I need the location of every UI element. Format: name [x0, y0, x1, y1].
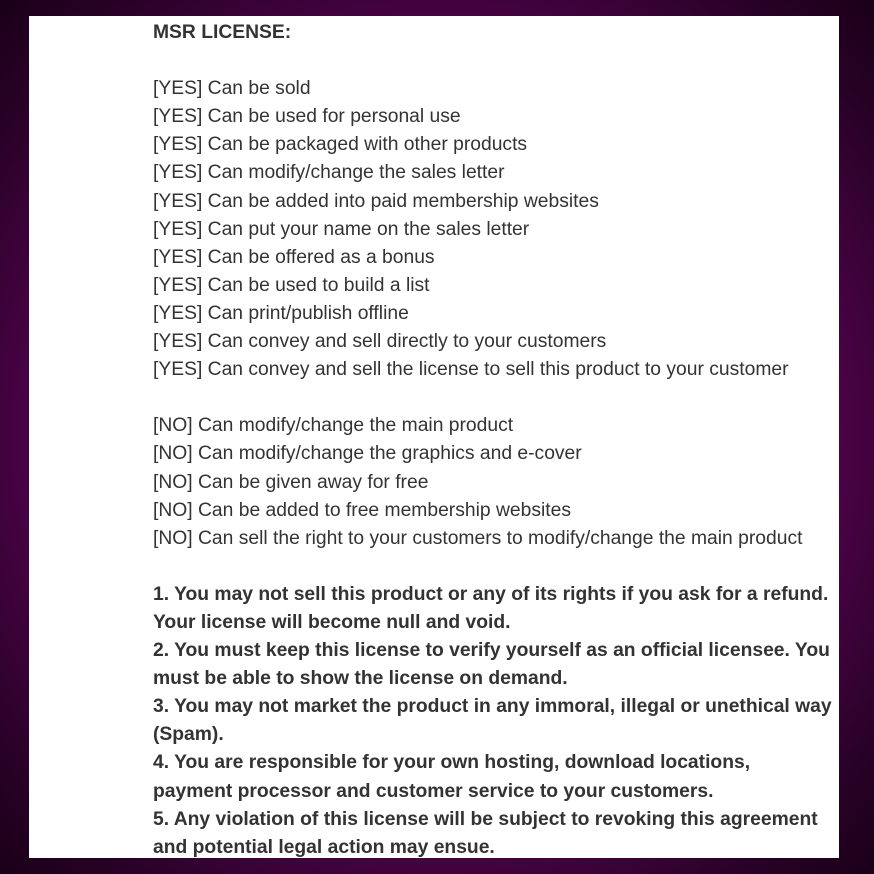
no-item: [NO] Can be given away for free	[153, 471, 429, 493]
yes-item: [YES] Can be packaged with other products	[153, 134, 528, 156]
license-panel	[29, 16, 839, 858]
no-item: [NO] Can modify/change the graphics and e-cover	[153, 443, 582, 465]
yes-item: [YES] Can be sold	[153, 78, 311, 100]
term-item: 2. You must keep this license to verify yourself as an official licensee. You must be able to show the license on demand.	[153, 640, 830, 690]
yes-item: [YES] Can put your name on the sales letter	[153, 218, 530, 240]
yes-item: [YES] Can convey and sell the license to sell this product to your customer	[153, 359, 789, 381]
spacer	[153, 384, 833, 412]
yes-item: [YES] Can be offered as a bonus	[153, 246, 435, 268]
yes-item: [YES] Can be added into paid membership websites	[153, 190, 599, 212]
no-item: [NO] Can be added to free membership websites	[153, 499, 571, 521]
spacer	[153, 553, 833, 581]
term-item: 4. You are responsible for your own hosting, download locations, payment processor and customer service to your customers.	[153, 752, 751, 802]
spacer	[153, 47, 833, 75]
yes-item: [YES] Can print/publish offline	[153, 302, 409, 324]
yes-item: [YES] Can convey and sell directly to your customers	[153, 331, 607, 353]
yes-item: [YES] Can be used to build a list	[153, 274, 430, 296]
no-item: [NO] Can sell the right to your customers to modify/change the main product	[153, 527, 803, 549]
yes-item: [YES] Can modify/change the sales letter	[153, 162, 505, 184]
yes-list	[153, 75, 833, 384]
term-item: 5. Any violation of this license will be subject to revoking this agreement and potential legal action may ensue.	[153, 808, 818, 858]
no-list	[153, 412, 833, 552]
license-title: MSR LICENSE:	[153, 22, 292, 43]
term-item: 3. You may not market the product in any immoral, illegal or unethical way (Spam).	[153, 696, 832, 746]
terms-list	[153, 581, 833, 858]
yes-item: [YES] Can be used for personal use	[153, 106, 461, 128]
term-item: 1. You may not sell this product or any of its rights if you ask for a refund. Your license will become null and void.	[153, 583, 829, 633]
license-content	[153, 19, 833, 858]
no-item: [NO] Can modify/change the main product	[153, 415, 514, 437]
